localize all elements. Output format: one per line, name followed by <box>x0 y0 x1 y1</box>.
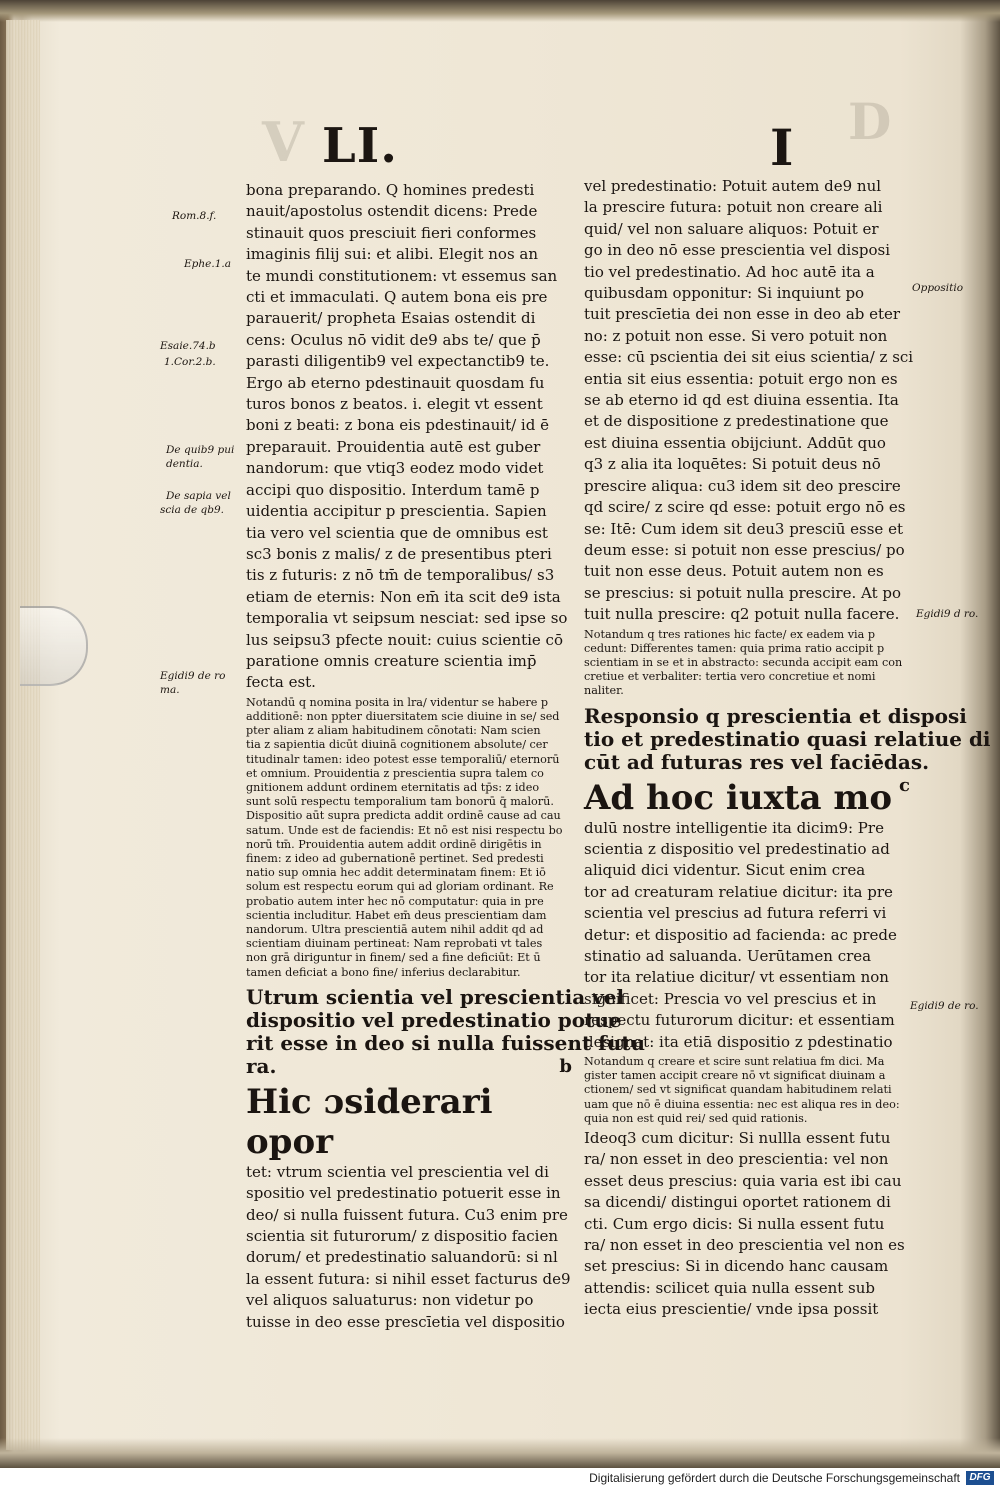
text-line: nauit/apostolus ostendit dicens: Prede <box>246 202 538 221</box>
note-line: scientia includitur. Habet em̄ deus prescientiam dam <box>246 908 547 922</box>
note-line: tamen deficiat a bono fine/ inferius declarabitur. <box>246 965 521 979</box>
column-number: I <box>770 118 794 177</box>
text-line: tor ita relatiue dicitur/ vt essentiam non <box>584 968 889 987</box>
margin-note: Rom.8.f. <box>172 210 217 222</box>
note-line: Notandum q creare et scire sunt relatiua fm dici. Ma <box>584 1055 885 1069</box>
text-line: prescire aliqua: cu3 idem sit deo prescire <box>584 476 901 495</box>
dfg-logo: DFG <box>966 1471 994 1485</box>
margin-note: Oppositio <box>912 282 964 294</box>
margin-note: Ephe.1.a <box>184 258 231 270</box>
book-fore-edge <box>6 20 40 1450</box>
margin-note: Esaie.74.b <box>160 340 216 352</box>
text-line: turos bonos z beatos. i. elegit vt essent <box>246 395 543 414</box>
note-line: cretiue et verbaliter: tertia vero concretiue et nomi <box>584 670 876 684</box>
text-line: parasti diligentib9 vel expectanctib9 te. <box>246 352 550 371</box>
text-line: designat: ita etiā dispositio z pdestinatio <box>584 1032 893 1051</box>
bookmark-clip <box>20 606 88 686</box>
text-line: stinatio ad saluanda. Uerūtamen crea <box>584 946 872 965</box>
text-line: set prescius: Si in dicendo hanc causam <box>584 1257 889 1276</box>
text-line: tia vero vel scientia que de omnibus est <box>246 523 548 542</box>
text-line: esse: cū pscientia dei sit eius scientia/ z sci <box>584 348 914 367</box>
text-line: quid/ vel non saluare aliquos: Potuit er <box>584 219 879 238</box>
right-body-paragraph-2 <box>584 818 910 1053</box>
text-line: fecta est. <box>246 673 316 692</box>
note-line: quia non est quid rei/ sed quid rationis. <box>584 1111 808 1125</box>
note-line: scientiam in se et in abstracto: secunda accipit eam con <box>584 655 903 669</box>
heading-line: dispositio vel predestinatio potue <box>246 1007 622 1032</box>
text-line: deum esse: si potuit non esse prescius/ po <box>584 540 905 559</box>
left-commentary-note <box>246 696 572 980</box>
text-line: no: z potuit non esse. Si vero potuit non <box>584 326 888 345</box>
heading-line: Responsio q prescientia et disposi <box>584 703 967 728</box>
text-line: cti. Cum ergo dicis: Si nulla essent futu <box>584 1214 885 1233</box>
note-line: sunt solū respectu temporalium tam bonorū q̄ malorū. <box>246 795 554 809</box>
left-body-paragraph-2 <box>246 1162 572 1333</box>
text-line: attendis: scilicet quia nulla essent sub <box>584 1278 875 1297</box>
margin-note: ma. <box>160 684 180 696</box>
text-line: vel predestinatio: Potuit autem de9 nul <box>584 177 882 195</box>
left-section-heading <box>246 984 646 1078</box>
note-line: satum. Unde est de faciendis: Et nō est nisi respectu bo <box>246 823 563 837</box>
note-line: norū tm̄. Prouidentia autem addit ordinē dirigētis in <box>246 837 542 851</box>
margin-note: 1.Cor.2.b. <box>164 356 216 368</box>
note-line: Dispositio aūt supra predicta addit ordinē cause ad cau <box>246 809 561 823</box>
note-line: nandorum. Ultra prescientiā autem nihil addit qd ad <box>246 923 544 936</box>
note-line: tia z sapientia dicūt diuinā cognitionem absolute/ cer <box>246 738 548 752</box>
text-line: scientia sit futurorum/ z dispositio facien <box>246 1227 558 1246</box>
note-line: et omnium. Prouidentia z prescientia supra talem co <box>246 766 544 780</box>
text-line: sa dicendi/ distingui oportet rationem di <box>584 1193 891 1212</box>
funding-credit: Digitalisierung gefördert durch die Deutsche Forschungsgemeinschaft <box>589 1471 960 1485</box>
text-line: significet: Prescia vo vel prescius et in <box>584 989 877 1008</box>
text-line: et de dispositione z predestinatione que <box>584 412 889 431</box>
text-line: scientia z dispositio vel predestinatio ad <box>584 839 890 858</box>
text-line: nandorum: que vtiq3 eodez modo videt <box>246 459 544 478</box>
left-initial-line: Hic ɔsiderari opor <box>246 1081 493 1162</box>
heading-line-end: cūt ad futuras res vel faciēdas. <box>584 749 930 774</box>
text-line: parauerit/ propheta Esaias ostendit di <box>246 309 536 328</box>
text-line: cens: Oculus nō vidit de9 abs te/ que p̄ <box>246 330 541 349</box>
text-line: detur: et dispositio ad facienda: ac prede <box>584 925 897 944</box>
note-line: finem: z ideo ad gubernationē pertinet. Sed predesti <box>246 851 544 865</box>
text-line: uidentia accipitur p prescientia. Sapien <box>246 502 547 521</box>
text-line: esset deus prescius: quia varia est ibi cau <box>584 1171 902 1190</box>
text-line: ra/ non esset in deo prescientia: vel non <box>584 1150 889 1169</box>
note-line: probatio autem inter hec nō computatur: quia in pre <box>246 894 544 908</box>
text-line: qd scire/ z scire qd esse: potuit ergo nō es <box>584 498 906 517</box>
text-line: bona preparando. Q homines predesti <box>246 181 535 199</box>
note-line: solum est respectu eorum qui ad gloriam ordinant. Re <box>246 880 554 894</box>
text-line: se prescius: si potuit nulla prescire. At po <box>584 583 901 602</box>
text-line: quibusdam opponitur: Si inquiunt po <box>584 284 865 303</box>
note-line: pter aliam z aliam habitudinem cōnotati: Nam scien <box>246 724 541 738</box>
text-line: se ab eterno id qd est diuina essentia. Ita <box>584 391 899 410</box>
note-line: Notandum q tres rationes hic facte/ ex eadem via p <box>584 627 875 641</box>
text-line: ra/ non esset in deo prescientia vel non es <box>584 1236 905 1255</box>
margin-note: Egidi9 d ro. <box>916 608 979 620</box>
text-line: sc3 bonis z malis/ z de presentibus pteri <box>246 544 552 563</box>
note-line: Notandū q nomina posita in lra/ videntur se habere p <box>246 695 549 709</box>
text-line: imaginis filij sui: et alibi. Elegit nos an <box>246 245 539 264</box>
note-line: titudinalr tamen: ideo potest esse temporaliū/ eternorū <box>246 752 560 766</box>
right-commentary-note-2 <box>584 1055 910 1126</box>
show-through-text: V <box>262 110 304 174</box>
right-initial-line: Ad hoc iuxta mo <box>584 777 893 818</box>
heading-line <box>246 1055 572 1078</box>
text-line: se: Itē: Cum idem sit deu3 presciū esse et <box>584 519 903 538</box>
text-line: tor ad creaturam relatiue dicitur: ita pre <box>584 882 893 901</box>
note-line: ctionem/ sed vt significat quandam habitudinem relati <box>584 1083 892 1097</box>
heading-line: rit esse in deo si nulla fuissent futu <box>246 1030 646 1055</box>
text-line: la essent futura: si nihil esset facturus de9 <box>246 1269 571 1288</box>
margin-note: scia de qb9. <box>160 504 224 516</box>
note-line: natio sup omnia hec addit determinatam finem: Et iō <box>246 866 546 880</box>
text-line: est diuina essentia obijciunt. Addūt quo <box>584 433 886 452</box>
text-line: Ergo ab eterno pdestinauit quosdam fu <box>246 373 545 392</box>
text-line: te mundi constitutionem: vt essemus san <box>246 266 558 285</box>
margin-note: De quib9 pui <box>166 444 235 456</box>
note-line: cedunt: Differentes tamen: quia prima ratio accipit p <box>584 641 885 655</box>
text-line: cti et immaculati. Q autem bona eis pre <box>246 288 548 307</box>
text-line: tet: vtrum scientia vel prescientia vel di <box>246 1162 549 1181</box>
text-line: tuisse in deo esse prescīetia vel dispositio <box>246 1312 565 1331</box>
text-line: Ideoq3 cum dicitur: Si nullla essent futu <box>584 1129 891 1148</box>
text-line: preparauit. Prouidentia autē est guber <box>246 437 541 456</box>
show-through-text: D <box>848 92 892 151</box>
note-line: uam que nō ē diuina essentia: nec est aliqua res in deo: <box>584 1097 900 1111</box>
text-line: iecta eius prescientie/ vnde ipsa possit <box>584 1300 879 1319</box>
margin-note: De sapia vel <box>166 490 231 502</box>
text-line: lus seipsu3 pfecte nouit: cuius scientie cō <box>246 630 563 649</box>
text-line: aliquid dici videntur. Sicut enim crea <box>584 861 866 880</box>
margin-note: dentia. <box>166 458 203 470</box>
note-line: gnitionem addunt ordinem eternitatis ad tp̄s: z ideo <box>246 780 540 794</box>
note-line: non grā diriguntur in finem/ sed a fine deficiūt: Et ū <box>246 951 541 965</box>
text-line: temporalia vt seipsum nesciat: sed ipse so <box>246 609 568 628</box>
note-line: additionē: non ppter diuersitatem scie diuine in se/ sed <box>246 709 560 723</box>
note-line: gister tamen accipit creare nō vt significat diuinam a <box>584 1069 886 1083</box>
text-line: dulū nostre intelligentie ita dicim9: Pre <box>584 818 884 837</box>
text-line: vel aliquos saluaturus: non videtur po <box>246 1291 534 1310</box>
folio-number: LI. <box>322 118 398 174</box>
text-line: paratione omnis creature scientia imp̄ <box>246 651 537 670</box>
text-line: stinauit quos presciuit fieri conformes <box>246 223 537 242</box>
text-line: tuit nulla prescire: q2 potuit nulla facere. <box>584 605 900 624</box>
text-line: tio vel predestinatio. Ad hoc autē ita a <box>584 262 875 281</box>
heading-line <box>584 749 930 796</box>
text-line: tis z futuris: z nō tm̄ de temporalibus/ s3 <box>246 566 555 585</box>
text-line: boni z beati: z bona eis pdestinauit/ id ē <box>246 416 549 435</box>
text-line: go in deo nō esse prescientia vel disposi <box>584 241 891 260</box>
left-body-paragraph <box>246 180 572 694</box>
margin-note: Egidi9 de ro. <box>910 1000 979 1012</box>
margin-note: Egidi9 de ro <box>160 670 226 682</box>
right-body-paragraph <box>584 176 914 626</box>
right-body-paragraph-3 <box>584 1128 910 1321</box>
text-line: tuit prescīetia dei non esse in deo ab eter <box>584 305 901 324</box>
note-line: naliter. <box>584 684 624 698</box>
heading-line-end: ra. <box>246 1053 277 1078</box>
text-line: respectu futurorum dicitur: et essentiam <box>584 1011 895 1030</box>
text-line: spositio vel predestinatio potuerit esse in <box>246 1184 561 1203</box>
text-line: q3 z alia ita loquētes: Si potuit deus nō <box>584 455 881 474</box>
note-line: scientiam diuinam pertineat: Nam reprobati vt tales <box>246 937 543 951</box>
text-line: etiam de eternis: Non em̄ ita scit de9 ista <box>246 587 561 606</box>
text-line: tuit non esse deus. Potuit autem non es <box>584 562 884 581</box>
text-line: la prescire futura: potuit non creare ali <box>584 198 883 217</box>
heading-line: Utrum scientia vel prescientia vel <box>246 984 625 1009</box>
right-commentary-note-1 <box>584 628 910 699</box>
text-line: dorum/ et predestinatio saluandorū: si nl <box>246 1248 558 1267</box>
heading-line: tio et predestinatio quasi relatiue di <box>584 726 991 751</box>
text-line: accipi quo dispositio. Interdum tamē p <box>246 480 540 499</box>
funding-footer <box>0 1468 1000 1490</box>
section-mark: c <box>899 774 910 796</box>
text-line: entia sit eius essentia: potuit ergo non es <box>584 369 898 388</box>
text-line: deo/ si nulla fuissent futura. Cu3 enim pre <box>246 1205 568 1224</box>
right-section-heading <box>584 703 991 796</box>
section-mark: b <box>559 1055 572 1077</box>
text-line: scientia vel prescius ad futura referri vi <box>584 904 887 923</box>
